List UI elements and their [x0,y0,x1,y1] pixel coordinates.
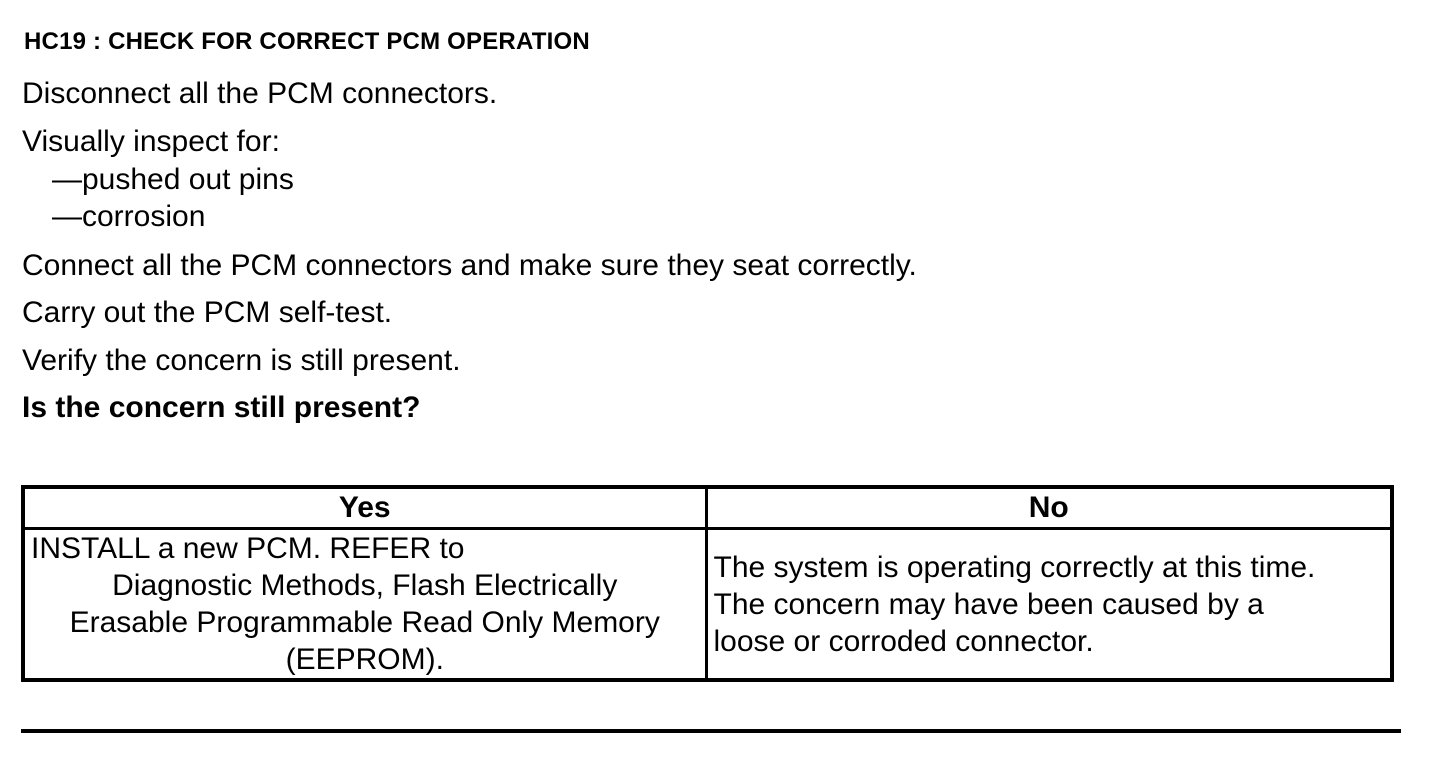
header-yes: Yes [23,487,706,529]
step-verify: Verify the concern is still present. [22,344,461,377]
yes-action-cell [23,529,706,681]
page-title: HC19 : CHECK FOR CORRECT PCM OPERATION [24,28,590,55]
yes-action-line: INSTALL a new PCM. REFER to [31,532,465,565]
yes-action-link-line: Erasable Programmable Read Only Memory [69,606,660,639]
table-row [23,529,1392,681]
step-disconnect: Disconnect all the PCM connectors. [22,77,498,110]
no-action-line: The system is operating correctly at this time. [713,550,1316,584]
step-inspect: Visually inspect for: [22,125,280,158]
inspect-item-corrosion: —corrosion [52,200,206,233]
no-action-line: The concern may have been caused by a [713,587,1264,621]
inspect-item-pushed-out-pins: —pushed out pins [52,163,294,196]
question: Is the concern still present? [22,391,421,424]
header-no: No [706,487,1392,529]
yes-action-link-line: (EEPROM). [285,643,444,676]
yes-action-link-line: Diagnostic Methods, Flash Electrically [112,569,618,602]
step-self-test: Carry out the PCM self-test. [22,296,393,329]
divider [21,729,1401,733]
no-action-cell [706,529,1392,681]
result-table [21,485,1394,682]
no-action-line: loose or corroded connector. [713,624,1094,658]
step-connect: Connect all the PCM connectors and make sure they seat correctly. [22,249,917,282]
table-header-row [23,487,1392,529]
